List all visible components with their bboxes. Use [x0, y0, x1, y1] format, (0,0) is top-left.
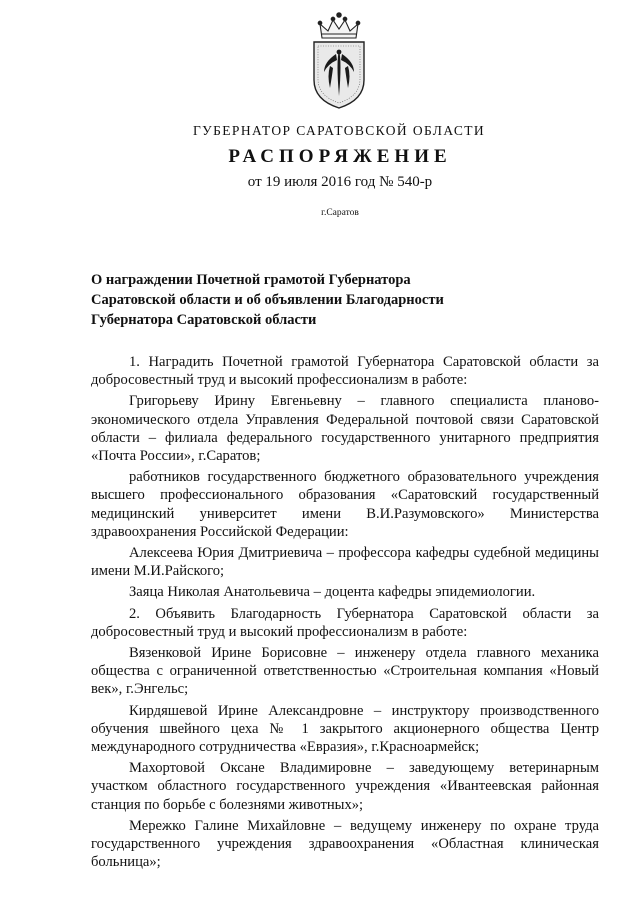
subject-line: О награждении Почетной грамотой Губернатора: [91, 272, 411, 288]
body-paragraph: Григорьеву Ирину Евгеньевну – главного специалиста планово-экономического отдела Управления Федеральной почтовой связи Саратовской области – филиала федерального государственного унитарного предприятия «Почта России», г.Саратов;: [91, 393, 599, 465]
body-paragraph: Кирдяшевой Ирине Александровне – инструктору производственного обучения швейного цеха № 1 закрытого акционерного общества Центр международного сотрудничества «Евразия», г.Красноармейск;: [91, 702, 599, 756]
issuing-authority: ГУБЕРНАТОР САРАТОВСКОЙ ОБЛАСТИ: [192, 123, 486, 138]
body-paragraph: Вязенковой Ирине Борисовне – инженеру отдела главного механика общества с ограниченной ответственностью «Строительная компания «Новый век», г.Энгельс;: [91, 645, 599, 698]
saratov-coat-of-arms-icon: [300, 10, 378, 112]
body-paragraph: Алексеева Юрия Дмитриевича – профессора кафедры судебной медицины имени М.И.Райского;: [91, 545, 599, 580]
subject-line: Губернатора Саратовской области: [91, 312, 317, 328]
document-date-number: от 19 июля 2016 год № 540-р: [247, 174, 433, 190]
body-paragraph: Мережко Галине Михайловне – ведущему инженеру по охране труда государственного учреждения здравоохранения «Областная клиническая больница»;: [91, 817, 599, 871]
document-type-title: РАСПОРЯЖЕНИЕ: [228, 146, 452, 167]
body-paragraph: Заяца Николая Анатольевича – доцента кафедры эпидемиологии.: [129, 584, 536, 601]
body-paragraph: Махортовой Оксане Владимировне – заведующему ветеринарным участком областного государственного учреждения «Ивантеевская районная станция по борьбе с болезнями животных»;: [91, 760, 599, 813]
subject-line: Саратовской области и об объявлении Благодарности: [91, 292, 444, 308]
body-paragraph: 2. Объявить Благодарность Губернатора Саратовской области за добросовестный труд и высокий профессионализм в работе:: [91, 605, 599, 640]
body-paragraph: 1. Наградить Почетной грамотой Губернатора Саратовской области за добросовестный труд и высокий профессионализм в работе:: [91, 354, 599, 389]
document-subject: [91, 270, 511, 330]
document-body: [91, 353, 599, 874]
document-place: г.Саратов: [321, 208, 359, 218]
body-paragraph: работников государственного бюджетного образовательного учреждения высшего профессионального образования «Саратовский государственный медицинский университет имени В.И.Разумовского» Министерства здравоохранения Российской Федерации:: [91, 469, 599, 540]
